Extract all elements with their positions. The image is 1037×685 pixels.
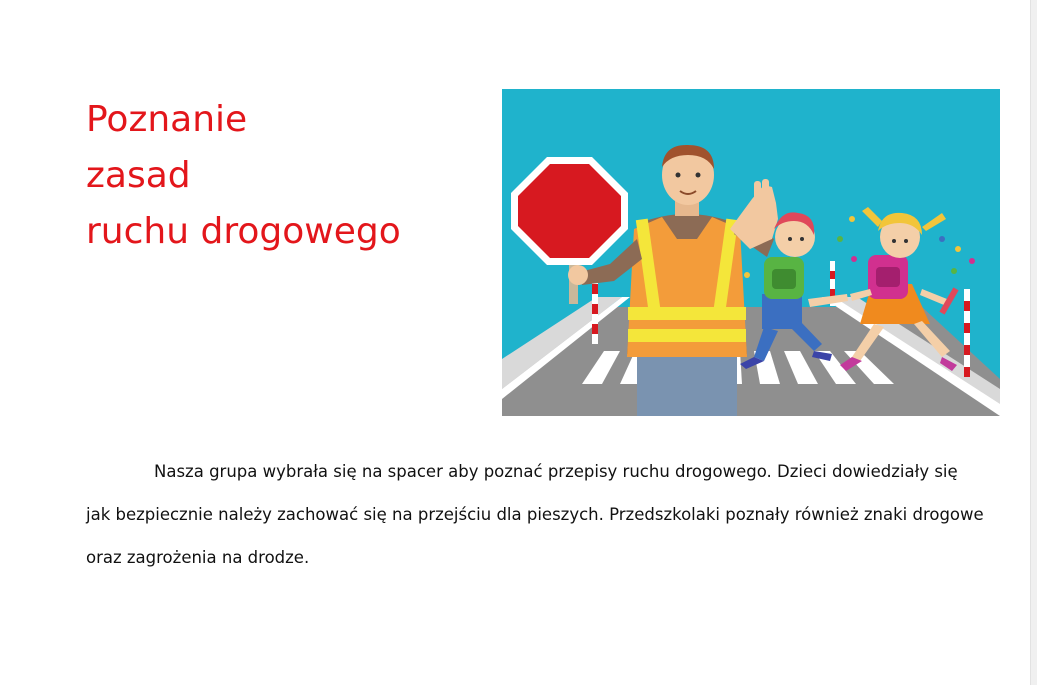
page-title [86, 92, 486, 260]
page-edge [1030, 0, 1037, 685]
title-line-3: ruchu drogowego [86, 211, 401, 252]
body-paragraph-text: Nasza grupa wybrała się na spacer aby poznać przepisy ruchu drogowego. Dzieci dowiedziały się jak bezpiecznie należy zachować się na przejściu dla pieszych. Przedszkolaki poznały również znaki drogowe oraz zagrożenia na drodze. [86, 462, 984, 567]
title-line-1: Poznanie [86, 99, 248, 140]
body-paragraph [86, 450, 986, 579]
crossing-guard-illustration [502, 89, 1000, 416]
title-line-2: zasad [86, 155, 191, 196]
